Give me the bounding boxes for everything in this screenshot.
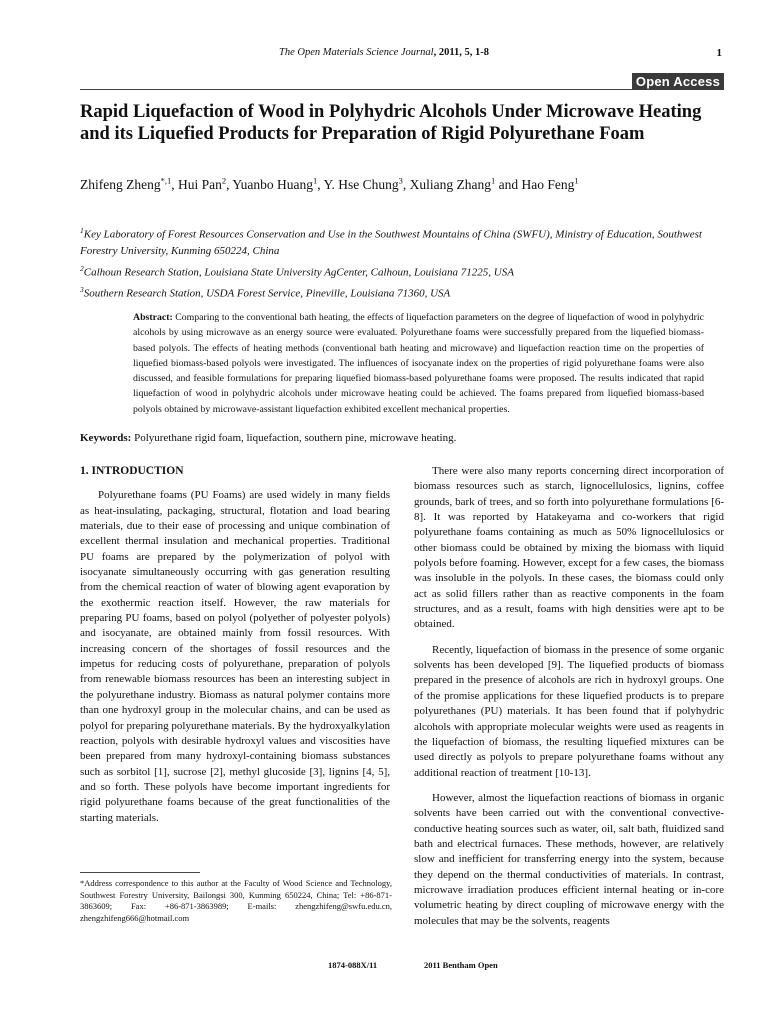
author: Yuanbo Huang$^1$, (232, 175, 324, 192)
correspondence-footnote: *Address correspondence to this author at the Faculty of Wood Science and Technology, Southwest Forestry University, Bailongsi 300, Kunming 650224, China; Tel: +86-871-3863609; Fax: +86-871-3863989; E-mails: zhengzhifeng@swfu.edu.cn, zhengzhifeng666@hotmail.com (80, 878, 392, 923)
page-number: 1 (716, 47, 722, 59)
author: Y. Hse Chung$^3$, (323, 175, 410, 192)
author: Zhifeng Zheng$^{*,1}$, (80, 175, 178, 192)
publisher: 2011 Bentham Open (424, 960, 498, 970)
running-head (0, 47, 768, 58)
affiliation: $^3$Southern Research Station, USDA Forest Service, Pineville, Louisiana 71360, USA (80, 285, 451, 300)
abstract-text: Comparing to the conventional bath heating, the effects of liquefaction parameters on the degree of liquefaction of wood in polyhydric alcohols by using microwave as an energy source were evaluated. Polyurethane foams were successfully prepared from the liquefied biomass-based polyols. The effects of heating methods (conventional bath heating and microwave) and liquefaction reaction time on the properties of liquefied biomass-based polyols were investigated. The influences of isocyanate index on the properties of rigid polyurethane foams were also discussed, and feasible formulations for preparing liquefied biomass-based polyurethane foams were proposed. The results indicated that rapid liquefaction of wood in polyhydric alcohols under microwave heating could be achieved. The foams prepared from liquefied biomass-based polyols obtained by microwave-assistant liquefaction exhibited excellent mechanical properties. (133, 312, 704, 415)
paragraph: Recently, liquefaction of biomass in the presence of some organic solvents has been developed [9]. The liquefied products of biomass prepared in the presence of alcohols are rich in hydroxyl groups. One of the promise applications for these liquefied products is to prepare polyurethanes (PU) materials. It has been found that if polyhydric alcohols with appropriate molecular weights were used as reagents in the liquefaction of biomass, the resulting liquefied mixtures can be used directly as polyols to prepare polyurethane foams without any additional reaction of treatment [10-13]. (414, 643, 724, 779)
author-list (80, 175, 720, 193)
paper-title: Rapid Liquefaction of Wood in Polyhydric Alcohols Under Microwave Heating and its Liquefied Products for Preparation of Rigid Polyurethane Foam (80, 102, 702, 144)
abstract (133, 310, 704, 417)
footnote-rule (80, 872, 200, 873)
affiliation: $^1$Key Laboratory of Forest Resources Conservation and Use in the Southwest Mountains of China (SWFU), Ministry of Education, Southwest Forestry University, Kunming 650224, China (80, 226, 702, 257)
section-heading: 1. INTRODUCTION (80, 465, 184, 477)
journal-name: The Open Materials Science Journal (279, 47, 434, 58)
paragraph: However, almost the liquefaction reactions of biomass in organic solvents have been carried out with the conventional convective-conductive heating sources such as water, oil, salt bath, fluidized sand bath and electrical furnaces. These methods, however, are relatively slow and inefficient for transferring energy into the system, because they depend on the thermal conductivities of materials. In contrast, microwave irradiation produces efficient internal heating or in-core volumetric heating by direct coupling of microwave energy with the molecules that may be the solvents, reagents (414, 791, 724, 927)
right-column (414, 464, 724, 939)
citation: , 2011, 5, 1-8 (433, 47, 489, 58)
left-column (80, 464, 390, 836)
author: Hui Pan$^2$, (177, 175, 233, 192)
abstract-label: Abstract: (133, 312, 173, 323)
paragraph: There were also many reports concerning direct incorporation of biomass resources such as starch, lignocellulosics, lignins, coffee grounds, bark of trees, and so forth into polyurethane formulations [6-8]. It was reported by Hatakeyama and co-workers that rigid polyurethane foams containing as much as 50% lignocellulosics or other biomass could be obtained by mixing the biomass with liquid polyols before foaming. However, except for a few cases, the biomass was insoluble in the polyols. In these cases, the biomass could only act as solid fillers rather than as reactive components in the foam structures, and as a result, foams with high densities were apt to be obtained. (414, 465, 724, 631)
paragraph: Polyurethane foams (PU Foams) are used widely in many fields as heat-insulating, packaging, structural, flotation and load bearing materials, due to their ease of processing and unique combination of excellent thermal insulation and mechanical properties. Traditional PU foams are prepared by the polymerization of polyol with isocyanate simultaneously occurring with gas generation resulting from the chemical reaction of water of blowing agent evaporation by the exothermic reaction itself. However, the raw materials for preparing PU foams, based on polyol (polyether of polyester polyols) and isocyanate, are obtained mainly from fossil resources. With increasing concern of the shortages of fossil resources and the impetus for reducing costs of polyurethane, preparation of polyols from renewable biomass resources has been an interesting subject in the polyurethane industry. Biomass as natural polymer contains more than one hydroxyl group in the molecular chains, and can be used as polyol for preparing polyurethane materials. By the hydroxyalkylation reaction, polyols with desirable hydroxyl values and viscosities have been prepared from many hydroxyl-containing biomass substances such as sorbitol [1], sucrose [2], methyl glucoside [3], lignins [4, 5], and so forth. These polyols have become important ingredients for rigid polyurethane foams because of the great functionalities of the starting materials. (80, 489, 390, 824)
header-rule (80, 89, 724, 90)
keywords (80, 432, 720, 444)
keywords-label: Keywords: (80, 432, 132, 444)
open-access-badge: Open Access (632, 73, 724, 90)
author: Hao Feng$^1$ (521, 175, 579, 192)
issn: 1874-088X/11 (328, 960, 378, 970)
author: Xuliang Zhang$^1$ and (409, 175, 522, 192)
keywords-text: Polyurethane rigid foam, liquefaction, southern pine, microwave heating. (131, 432, 457, 444)
affiliation: $^2$Calhoun Research Station, Louisiana State University AgCenter, Calhoun, Louisiana 71225, USA (80, 264, 514, 279)
